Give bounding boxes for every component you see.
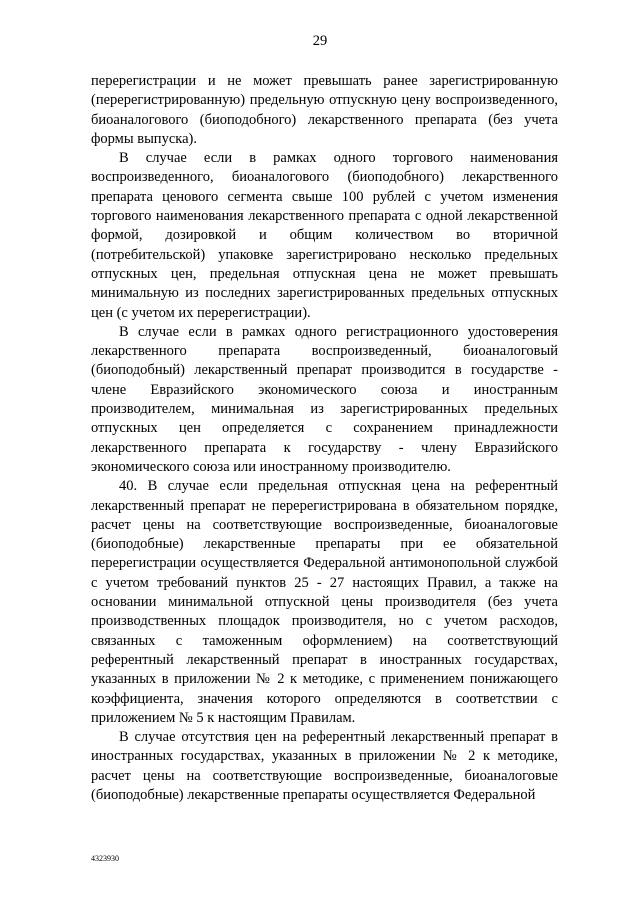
paragraph-price-segment: В случае если в рамках одного торгового наименования воспроизведенного, биоаналогового (биоподобного) лекарственного препарата ценового сегмента свыше 100 рублей с учетом изменения торгового наименования лекарственного препарата с одной лекарственной формой, дозировкой и общим количеством во вторичной (потребительской) упаковке зарегистрировано несколько предельных отпускных цен, предельная отпускная цена не может превышать минимальную из последних зарегистрированных предельных отпускных цен (с учетом их перерегистрации). [91,150,558,321]
paragraph-no-foreign-prices: В случае отсутствия цен на референтный лекарственный препарат в иностранных государствах, указанных в приложении № 2 к методике, расчет цены на соответствующие воспроизведенные, биоаналоговые (биоподобные) лекарственные препараты осуществляется Федеральной [91,729,558,803]
paragraph-continuation: перерегистрации и не может превышать ранее зарегистрированную (перерегистрированную) предельную отпускную цену воспроизведенного, биоаналогового (биоподобного) лекарственного препарата (без учета формы выпуска). [91,73,558,147]
document-body [91,72,558,805]
paragraph-eaeu-manufacturer: В случае если в рамках одного регистрационного удостоверения лекарственного препарата воспроизведенный, биоаналоговый (биоподобный) лекарственный препарат производится в государстве - члене Евразийского экономического союза и иностранным производителем, минимальная из зарегистрированных предельных отпускных цен определяется с сохранением принадлежности лекарственного препарата к государству - члену Евразийского экономического союза или иностранному производителю. [91,323,558,475]
document-id: 4323930 [91,854,119,863]
page-number: 29 [312,33,328,49]
paragraph-item-40: 40. В случае если предельная отпускная цена на референтный лекарственный препарат не перерегистрирована в обязательном порядке, расчет цены на соответствующие воспроизведенные, биоаналоговые (биоподобные) лекарственные препараты при ее обязательной перерегистрации осуществляется Федеральной антимонопольной службой с учетом требований пунктов 25 - 27 настоящих Правил, а также на основании минимальной отпускной цены производителя (без учета производственных площадок производителя, но с учетом расходов, связанных с таможенным оформлением) на соответствующий референтный лекарственный препарат в иностранных государствах, указанных в приложении № 2 к методике, с применением понижающего коэффициента, значения которого определяются в соответствии с приложением № 5 к настоящим Правилам. [91,478,558,726]
